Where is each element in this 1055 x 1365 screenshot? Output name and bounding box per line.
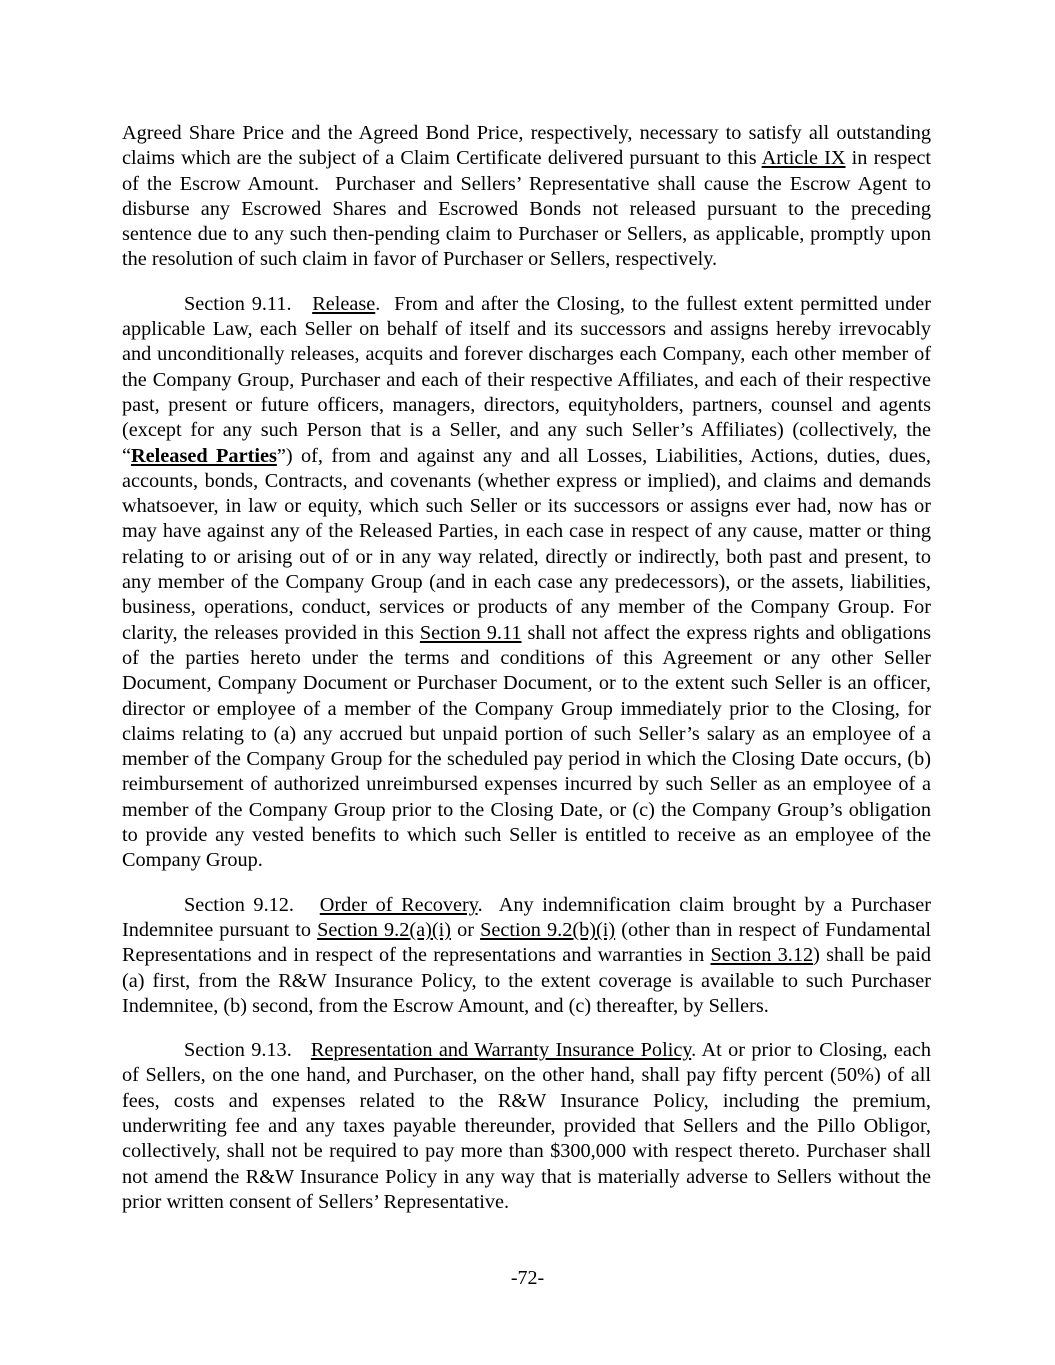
defined-term-or-cross-reference: Section 9.11 bbox=[419, 621, 522, 644]
defined-term-or-cross-reference: Section 9.2(a)(i) bbox=[317, 918, 452, 941]
text-run: . At or prior to Closing, each of Sellers, on the one hand, and Purchaser, on the other hand, shall pay fifty percent (50%) of all fees, costs and expenses related to the R&W Insurance Policy, including the premium, underwriting fee and any taxes payable thereunder, provided that Sellers and the Pillo Obligor, collectively, shall not be required to pay more than $300,000 with respect thereto. Purchaser shall not amend the R&W Insurance Policy in any way that is materially adverse to Sellers without the prior written consent of Sellers’ Representative. bbox=[122, 1039, 932, 1213]
text-run: ) shall be paid (a) first, from the R&W Insurance Policy, to the extent coverage is available to such Purchaser Indemnitee, (b) second, from the Escrow Amount, and (c) thereafter, by Sellers. bbox=[122, 944, 931, 1017]
defined-term-or-cross-reference: Representation and Warranty Insurance Policy bbox=[310, 1039, 692, 1062]
page-number: -72- bbox=[510, 1267, 545, 1289]
text-run: shall not affect the express rights and obligations of the parties hereto under the terms and conditions of this Agreement or any other Seller Document, Company Document or Purchaser Document, or to the extent such Seller is an officer, director or employee of a member of the Company Group immediately prior to the Closing, for claims relating to (a) any accrued but unpaid portion of such Seller’s salary as an employee of a member of the Company Group for the scheduled pay period in which the Closing Date occurs, (b) reimbursement of authorized unreimbursed expenses incurred by such Seller as an employee of a member of the Company Group prior to the Closing Date, or (c) the Company Group’s obligation to provide any vested benefits to which such Seller is entitled to receive as an employee of the Company Group. bbox=[122, 621, 931, 872]
text-run: . Any indemnification claim brought by a Purchaser Indemnitee pursuant to bbox=[122, 893, 931, 941]
defined-term-or-cross-reference: Article IX bbox=[761, 147, 846, 170]
text-run: in respect of the Escrow Amount. Purchaser and Sellers’ Representative shall cause the Escrow Agent to disburse any Escrowed Shares and Escrowed Bonds not released pursuant to the preceding sentence due to any such then-pending claim to Purchaser or Sellers, as applicable, promptly upon the resolution of such claim in favor of Purchaser or Sellers, respectively. bbox=[122, 147, 932, 271]
defined-term-or-cross-reference: Order of Recovery bbox=[319, 893, 478, 916]
section-9-13-rw-insurance-policy bbox=[122, 1038, 931, 1215]
defined-term-or-cross-reference: Section 3.12 bbox=[710, 944, 814, 967]
section-9-11-release bbox=[122, 292, 931, 874]
text-run: (other than in respect of Fundamental Representations and in respect of the representations and warranties in bbox=[122, 918, 931, 967]
text-run: or bbox=[451, 918, 481, 941]
text-run: Agreed Share Price and the Agreed Bond Price, respectively, necessary to satisfy all outstanding claims which are the subject of a Claim Certificate delivered pursuant to this bbox=[122, 122, 931, 170]
document-body bbox=[122, 121, 931, 1234]
text-run: Section 9.13. bbox=[184, 1039, 311, 1062]
text-run: ”) of, from and against any and all Losses, Liabilities, Actions, duties, dues, accounts, bonds, Contracts, and covenants (whether express or implied), and claims and demands whatsoever, in law or equity, which such Seller or its successors or assigns ever had, now has or may have against any of the Released Parties, in each case in respect of any cause, matter or thing relating to or arising out of or in any way related, directly or indirectly, both past and present, to any member of the Company Group (and in each case any predecessors), or the assets, liabilities, business, operations, conduct, services or products of any member of the Company Group. For clarity, the releases provided in this bbox=[122, 444, 931, 644]
defined-term-or-cross-reference: Section 9.2(b)(i) bbox=[480, 918, 616, 941]
defined-term-or-cross-reference: Release bbox=[312, 292, 376, 315]
section-9-12-order-of-recovery bbox=[122, 893, 931, 1019]
defined-term-or-cross-reference: Released Parties bbox=[131, 444, 277, 467]
text-run: Section 9.11. bbox=[184, 292, 313, 315]
continuation-paragraph bbox=[122, 121, 931, 273]
text-run: Section 9.12. bbox=[184, 893, 320, 916]
text-run: . From and after the Closing, to the fullest extent permitted under applicable Law, each Seller on behalf of itself and its successors and assigns hereby irrevocably and unconditionally releases, acquits and forever discharges each Company, each other member of the Company Group, Purchaser and each of their respective Affiliates, and each of their respective past, present or future officers, managers, directors, equityholders, partners, counsel and agents (except for any such Person that is a Seller, and any such Seller’s Affiliates) (collectively, the “ bbox=[122, 292, 931, 467]
